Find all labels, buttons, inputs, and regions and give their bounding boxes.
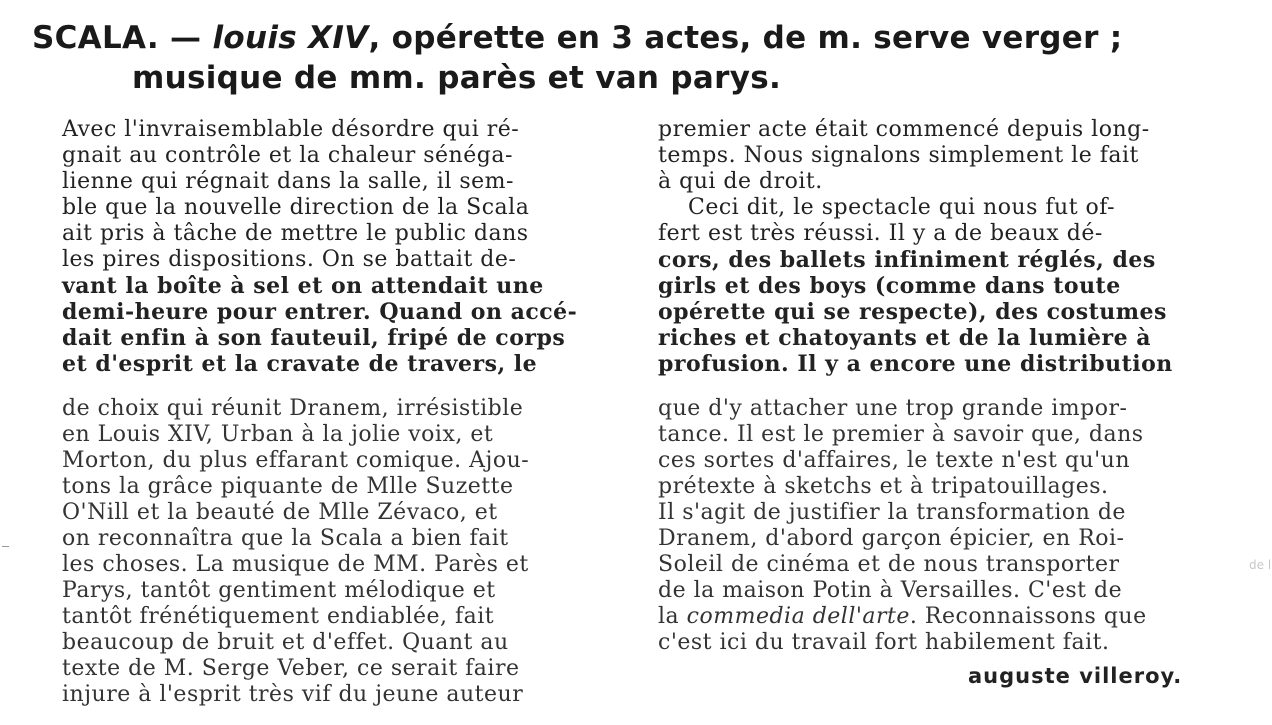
left-column-lower bbox=[62, 396, 529, 708]
text-line: fert est très réussi. Il y a de beaux dé- bbox=[658, 221, 1103, 246]
text-line: riches et chatoyants et de la lumière à bbox=[658, 325, 1152, 351]
margin-mark bbox=[2, 546, 9, 547]
text-line: ait pris à tâche de mettre le public dans bbox=[62, 221, 529, 246]
text-line: les choses. La musique de MM. Parès et bbox=[62, 552, 529, 577]
headline-music-credit: musique de mm. parès et van parys. bbox=[132, 60, 782, 96]
text-line: c'est ici du travail fort habilement fait. bbox=[658, 630, 1110, 655]
article-headline bbox=[32, 18, 1262, 98]
text-line: girls et des boys (comme dans toute bbox=[658, 273, 1121, 299]
text-line: les pires dispositions. On se battait de- bbox=[62, 247, 517, 272]
text-line: opérette qui se respecte), des costumes bbox=[658, 299, 1167, 325]
text-line: lienne qui régnait dans la salle, il sem- bbox=[62, 169, 514, 194]
text-line: Parys, tantôt gentiment mélodique et bbox=[62, 578, 496, 603]
text-line: demi-heure pour entrer. Quand on accé- bbox=[62, 299, 578, 325]
margin-fragment: de l bbox=[1249, 558, 1272, 572]
headline-venue: SCALA. — bbox=[32, 20, 213, 56]
text-line: à qui de droit. bbox=[658, 169, 823, 194]
text-fragment: la bbox=[658, 604, 687, 629]
text-line: injure à l'esprit très vif du jeune auteur bbox=[62, 682, 524, 707]
text-line: tons la grâce piquante de Mlle Suzette bbox=[62, 474, 514, 499]
text-line: on reconnaîtra que la Scala a bien fait bbox=[62, 526, 509, 551]
text-line: gnait au contrôle et la chaleur sénéga- bbox=[62, 143, 513, 168]
text-line: Soleil de cinéma et de nous transporter bbox=[658, 552, 1120, 577]
text-line: prétexte à sketchs et à tripatouillages. bbox=[658, 474, 1109, 499]
text-line: beaucoup de bruit et d'effet. Quant au bbox=[62, 630, 509, 655]
commedia-italic: commedia dell'arte bbox=[686, 604, 910, 629]
text-line: Morton, du plus effarant comique. Ajou- bbox=[62, 448, 530, 473]
text-line: O'Nill et la beauté de Mlle Zévaco, et bbox=[62, 500, 498, 525]
text-line: dait enfin à son fauteuil, fripé de corps bbox=[62, 325, 566, 351]
text-line: en Louis XIV, Urban à la jolie voix, et bbox=[62, 422, 494, 447]
text-line: que d'y attacher une trop grande impor- bbox=[658, 396, 1128, 421]
text-line: de choix qui réunit Dranem, irrésistible bbox=[62, 396, 524, 421]
text-line: vant la boîte à sel et on attendait une bbox=[62, 273, 544, 299]
text-line: et d'esprit et la cravate de travers, le bbox=[62, 351, 538, 377]
text-line: Il s'agit de justifier la transformation de bbox=[658, 500, 1126, 525]
text-line-commedia bbox=[658, 604, 1147, 630]
right-column-upper bbox=[658, 117, 1173, 377]
left-column-upper bbox=[62, 117, 577, 377]
text-line: ces sortes d'affaires, le texte n'est qu'un bbox=[658, 448, 1130, 473]
author-signature: auguste villeroy. bbox=[968, 664, 1183, 688]
text-line: Ceci dit, le spectacle qui nous fut of- bbox=[688, 195, 1116, 220]
text-fragment: . Reconnaissons que bbox=[909, 604, 1147, 629]
text-line: ble que la nouvelle direction de la Scala bbox=[62, 195, 530, 220]
text-line: de la maison Potin à Versailles. C'est de bbox=[658, 578, 1123, 603]
headline-details: , opérette en 3 actes, de m. serve verger ; bbox=[368, 20, 1123, 56]
text-line: Dranem, d'abord garçon épicier, en Roi- bbox=[658, 526, 1125, 551]
text-line: tance. Il est le premier à savoir que, dans bbox=[658, 422, 1144, 447]
text-line: texte de M. Serge Veber, ce serait faire bbox=[62, 656, 520, 681]
text-line: Avec l'invraisemblable désordre qui ré- bbox=[62, 117, 520, 142]
right-column-lower bbox=[658, 396, 1147, 656]
text-line: profusion. Il y a encore une distribution bbox=[658, 351, 1173, 377]
headline-work-title: louis XIV bbox=[212, 20, 369, 56]
text-line: tantôt frénétiquement endiablée, fait bbox=[62, 604, 495, 629]
text-line: premier acte était commencé depuis long- bbox=[658, 117, 1150, 142]
text-line: temps. Nous signalons simplement le fait bbox=[658, 143, 1139, 168]
text-line: cors, des ballets infiniment réglés, des bbox=[658, 247, 1156, 273]
